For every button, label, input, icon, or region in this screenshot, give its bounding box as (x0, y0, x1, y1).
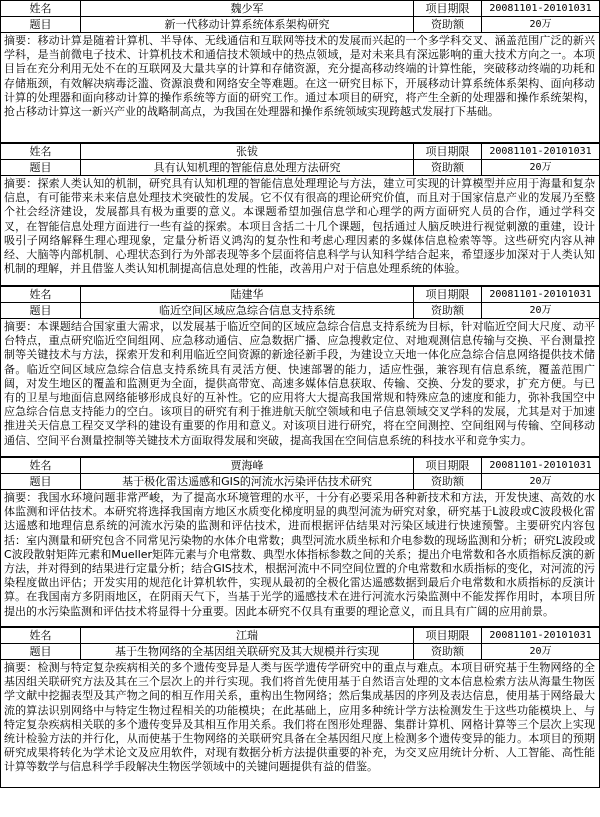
funding-label: 资助额 (414, 644, 482, 659)
funding-label: 资助额 (414, 474, 482, 489)
abstract-text: 检测与特定复杂疾病相关的多个遗传变异是人类与医学遗传学研究中的重点与难点。本项目研究基于生物网络的全基因组关联研究方法及其在三个层次上的并行实现。我们将首先使用基于自然语言处理的文本信息检索方法从海量生物医学文献中挖掘表型及其产物之间的相互作用关系，重构出生物网络；然后集成基因的序列及表达信息，使用基于网络最大流的算法识别网络中与特定生物过程相关的功能模块；在此基础上，应用多种统计学方法检测发生于这些功能模块上、与特定复杂疾病相关联的多个遗传变异及其相互作用关系。我们将在图形处理器、集群计算机、网格计算等三个层次上实现统计检验方法的并行化，从而使基于生物网络的关联研究具备在全基因组尺度上检测多个遗传变异的能力。本项目的预期研究成果将转化为学术论文及应用软件，对现有数据分析方法提供重要的补充，为交叉应用统计分析、人工智能、高性能计算等数学与信息科学手段解决生物医学领域中的关键问题提供有益的借鉴。 (4, 661, 596, 774)
name-value: 贾海峰 (81, 458, 414, 473)
abstract-cell (0, 176, 600, 286)
title-row (0, 17, 600, 33)
abstract-cell (0, 490, 600, 627)
abstract-text: 移动计算是随着计算机、半导体、无线通信和互联网等技术的发展而兴起的一个多学科交叉、涵盖范围广泛的新兴学科，是当前微电子技术、计算机技术和通信技术领域中的热点领域，是对未来具有深远影响的重大技术方向之一。本项目旨在充分利用无处不在的互联网及大量共享的计算和存储资源，充分提高移动终端的计算性能，突破移动终端的功耗和存储瓶颈，有效解决病毒泛滥、资源浪费和网络安全等难题。在这一研究目标下，开展移动计算系统体系架构、面向移动计算的处理器和面向移动计算的操作系统等方面的研究工作。通过本项目的研究，将产生全新的处理器和操作系统架构，抢占移动计算这一新兴产业的战略制高点，为我国在处理器和操作系统领域实现跨越式发展打下基础。 (4, 34, 596, 119)
funding-value: 20万 (529, 476, 552, 487)
abstract-label: 摘要： (4, 177, 38, 190)
name-value: 江瑞 (81, 628, 414, 643)
abstract-cell (0, 33, 600, 143)
name-value: 张钹 (81, 144, 414, 159)
title-label: 题目 (1, 303, 81, 318)
abstract-label: 摘要： (4, 320, 38, 333)
funding-label: 资助额 (414, 303, 482, 318)
period-value: 20081101-20101031 (489, 289, 592, 300)
title-label: 题目 (1, 160, 81, 175)
title-row (0, 303, 600, 319)
period-value: 20081101-20101031 (489, 146, 592, 157)
title-value: 新一代移动计算系统体系架构研究 (81, 17, 414, 32)
project-record-2 (0, 143, 600, 286)
name-value: 魏少军 (81, 1, 414, 16)
period-value: 20081101-20101031 (489, 460, 592, 471)
name-row (0, 628, 600, 644)
abstract-label: 摘要： (4, 661, 38, 674)
period-label: 项目期限 (414, 1, 482, 16)
abstract-cell (0, 319, 600, 457)
title-label: 题目 (1, 17, 81, 32)
name-row (0, 1, 600, 17)
name-row (0, 287, 600, 303)
title-label: 题目 (1, 474, 81, 489)
project-record-3 (0, 286, 600, 457)
funding-label: 资助额 (414, 17, 482, 32)
name-row (0, 144, 600, 160)
period-value: 20081101-20101031 (489, 630, 592, 641)
title-value: 基于极化雷达遥感和GIS的河流水污染评估技术研究 (81, 474, 414, 489)
period-label: 项目期限 (414, 144, 482, 159)
period-value: 20081101-20101031 (489, 3, 592, 14)
title-row (0, 474, 600, 490)
period-label: 项目期限 (414, 628, 482, 643)
name-row (0, 458, 600, 474)
project-record-1 (0, 0, 600, 143)
title-row (0, 160, 600, 176)
funding-label: 资助额 (414, 160, 482, 175)
name-label: 姓名 (1, 458, 81, 473)
title-label: 题目 (1, 644, 81, 659)
name-label: 姓名 (1, 1, 81, 16)
title-row (0, 644, 600, 660)
name-label: 姓名 (1, 287, 81, 302)
title-value: 基于生物网络的全基因组关联研究及其大规模并行实现 (81, 644, 414, 659)
period-label: 项目期限 (414, 458, 482, 473)
funding-value: 20万 (529, 162, 552, 173)
abstract-text: 探索人类认知的机制，研究具有认知机理的智能信息处理理论与方法，建立可实现的计算模型并应用于海量和复杂信息，有可能带来未来信息处理技术突破性的发展。它不仅有很高的理论研究价值，而且对于国家信息产业的发展乃至整个社会经济建设，发展都具有极为重要的意义。本课题希望加强信息学和心理学的两方面研究人员的合作，通过学科交叉，在智能信息处理方面进行一些有益的探索。本项目含括二十几个课题，包括通过人脑反映进行视觉刺激的重建，设计吸引子网络解释生理心理现象，定量分析语义鸿沟的复杂性和考虑心理因素的多媒体信息检索等等。这些研究内容从神经、大脑等内部机制、心理状态到行为外部表现等多个层面将信息科学与认知科学结合起来，希望逐步加深对于人类认知机制的理解，并且借鉴人类认知机制提高信息处理的性能，改善用户对于信息处理系统的体验。 (4, 177, 596, 276)
name-label: 姓名 (1, 628, 81, 643)
funding-value: 20万 (529, 646, 552, 657)
period-label: 项目期限 (414, 287, 482, 302)
name-value: 陆建华 (81, 287, 414, 302)
abstract-cell (0, 660, 600, 788)
abstract-label: 摘要： (4, 491, 38, 504)
project-record-4 (0, 457, 600, 627)
funding-value: 20万 (529, 19, 552, 30)
project-record-5 (0, 627, 600, 788)
abstract-text: 我国水环境问题非常严峻，为了提高水环境管理的水平，十分有必要采用各种新技术和方法，开发快速、高效的水体监测和评估技术。本研究将选择我国南方地区水质变化梯度明显的典型河流为研究对象，研究基于L波段或C波段极化雷达遥感和地理信息系统的河流水污染的监测和评估技术，进而根据评估结果对污染区域进行快速预警。主要研究内容包括：室内测量和研究包含不同常见污染物的水体介电常数；典型河流水质坐标和介电参数的现场监测和分析；研究L波段或C波段散射矩阵元素和Mueller矩阵元素与介电常数、典型水体指标参数之间的关系；提出介电常数和各水质指标反演的新方法，并对得到的结果进行定量分析；结合GIS技术，根据河流中不同空间位置的介电常数和水质指标的变化，对河流的污染程度做出评估；开发实用的规范化计算机软件，实现从最初的全极化雷达遥感数据到最后介电常数和水质指标的反演计算。在我国南方多阴雨地区，在阴雨天气下，当基于光学的遥感技术在进行河流水污染监测中不能发挥作用时，本项目所提出的水污染监测和评估技术将显得十分重要。因此本研究不仅具有重要的理论意义，而且具有广阔的应用前景。 (4, 491, 596, 618)
abstract-text: 本课题结合国家重大需求，以发展基于临近空间的区域应急综合信息支持系统为目标，针对临近空间大尺度、动平台特点，重点研究临近空间组网、应急移动通信、应急数据广播、应急搜救定位、对地观测信息传输与交换、平台测量控制等关键技术与方法，探索开发和利用临近空间资源的新途径新手段，为建设立天地一体化应急综合信息网络提供技术储备。临近空间区域应急综合信息支持系统具有灵活方便、快速部署的能力，适应性强，兼容现有信息系统，覆盖范围广阔，对发生地区的覆盖和监测更为全面，提供高带宽、高速多媒体信息获取、传输、交换、分发的要求，扩充方便。与已有的卫星与地面信息网络能够形成良好的互补性。它的应用将大大提高我国常规和特殊应急的速度和能力，弥补我国空中应急综合信息支持能力的空白。该项目的研究有利于推进航天航空领域和电子信息领域交叉学科的发展，尤其是对于加速推进关天信息工程交叉学科的建设有重要的作用和意义。对该项目进行研究，将在空间测控、空间组网与传输、空间移动通信、空间平台测量控制等关键技术方面取得发展和突破，提高我国在空间信息系统的科技水平和竞争实力。 (4, 320, 596, 447)
abstract-label: 摘要： (4, 34, 38, 47)
title-value: 具有认知机理的智能信息处理方法研究 (81, 160, 414, 175)
name-label: 姓名 (1, 144, 81, 159)
title-value: 临近空间区域应急综合信息支持系统 (81, 303, 414, 318)
funding-value: 20万 (529, 305, 552, 316)
